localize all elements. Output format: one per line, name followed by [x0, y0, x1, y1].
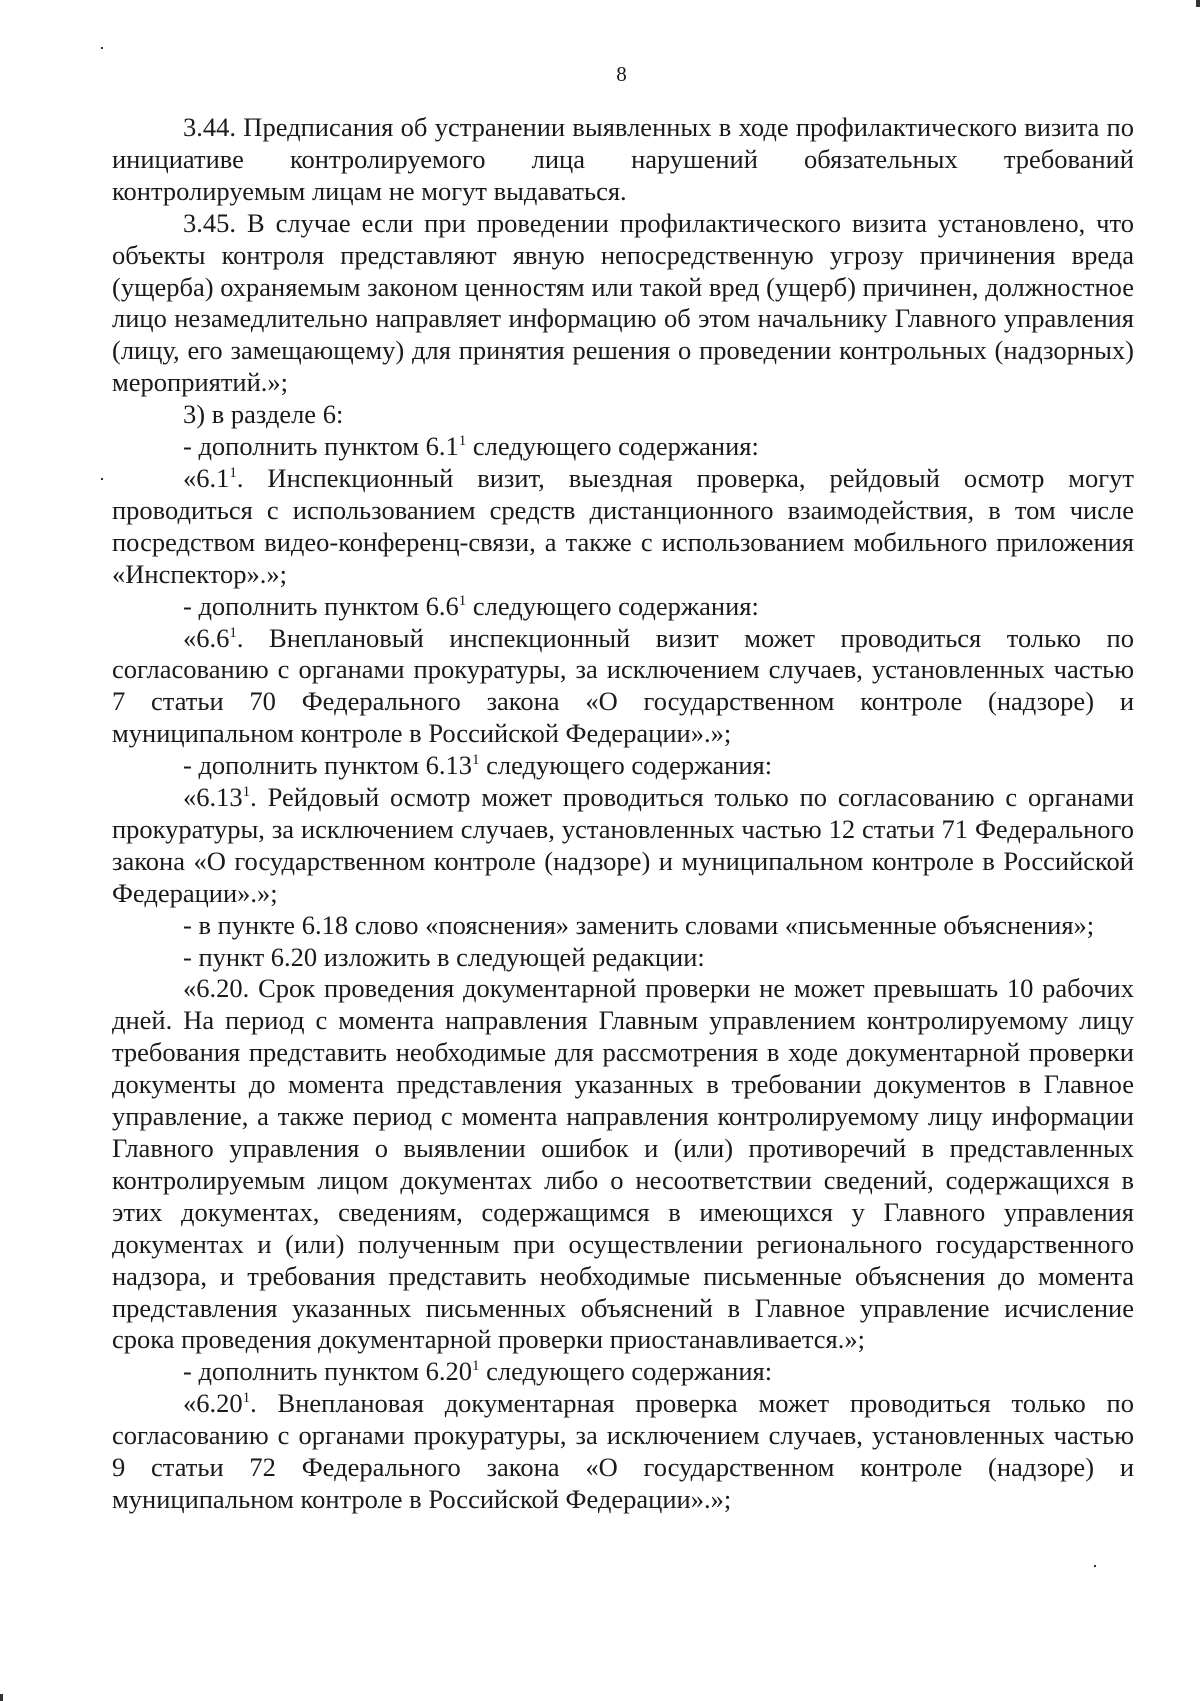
paragraph-6-13-1: «6.13$^1$. Рейдовый осмотр может проводиться только по согласованию с органами прокуратуры, за исключением случаев, установленных частью 12 статьи 71 Федерального закона «О государственном контроле (надзоре) и муниципальном контроле в Российской Федерации».»;	[112, 782, 1134, 908]
paragraph-6-20-intro: - пункт 6.20 изложить в следующей редакции:	[183, 941, 705, 972]
paragraph-3-45: 3.45. В случае если при проведении профилактического визита установлено, что объекты контроля представляют явную непосредственную угрозу причинения вреда (ущерба) охраняемым законом ценностям или такой вред (ущерб) причинен, должностное лицо незамедлительно направляет информацию об этом начальнику Главного управления (лицу, его замещающему) для принятия решения о проведении контрольных (надзорных) мероприятий.»;	[112, 207, 1134, 398]
paragraph-6-1-1: «$6.1^1$. Инспекционный визит, выездная проверка, рейдовый осмотр могут проводиться с использованием средств дистанционного взаимодействия, в том числе посредством видео-конференц-связи, а также с использованием мобильного приложения «Инспектор».»;	[112, 462, 1134, 589]
paragraph-add-6-13-1: - дополнить пунктом 6.13$^1$ следующего содержания:	[183, 750, 773, 781]
paragraph-6-20: «6.20. Срок проведения документарной проверки не может превышать 10 рабочих дней. На период с момента направления Главным управлением контролируемому лицу требования представить необходимые для рассмотрения в ходе документарной проверки документы до момента представления указанных в требовании документов в Главное управление, а также период с момента направления контролируемому лицу информации Главного управления о выявлении ошибок и (или) противоречий в представленных контролируемым лицом документах либо о несоответствии сведений, содержащихся в этих документах, сведениям, содержащимся в имеющихся у Главного управления документах и (или) полученным при осуществлении регионального государственного надзора, и требования представить необходимые письменные объяснения до момента представления указанных письменных объяснений в Главное управление исчисление срока проведения документарной проверки приостанавливается.»;	[112, 973, 1134, 1355]
scan-edge-mark	[1196, 0, 1200, 7]
paragraph-add-6-20-1: - дополнить пунктом 6.20$^1$ следующего содержания:	[183, 1356, 773, 1387]
page-number: 8	[616, 62, 627, 86]
paragraph-6-6-1: «$6.6^1$. Внеплановый инспекционный визит может проводиться только по согласованию с органами прокуратуры, за исключением случаев, установленных частью 7 статьи 70 Федерального закона «О государственном контроле (надзоре) и муниципальном контроле в Российской Федерации».»;	[112, 622, 1134, 749]
paragraph-6-18: - в пункте 6.18 слово «пояснения» заменить словами «письменные объяснения»;	[183, 909, 1095, 940]
scan-dot	[101, 478, 103, 480]
scan-edge-mark	[0, 1694, 3, 1701]
paragraph-add-6-6-1: - дополнить пунктом $6.6^1$ следующего содержания:	[183, 590, 759, 621]
scan-dot	[101, 47, 103, 49]
paragraph-add-6-1-1: - дополнить пунктом $6.1^1$ следующего содержания:	[183, 431, 759, 462]
scan-dot	[1094, 1565, 1096, 1567]
paragraph-3-44: 3.44. Предписания об устранении выявленных в ходе профилактического визита по инициативе контролируемого лица нарушений обязательных требований контролируемым лицам не могут выдаваться.	[112, 112, 1134, 206]
paragraph-6-20-1: «6.20$^1$. Внеплановая документарная проверка может проводиться только по согласованию с органами прокуратуры, за исключением случаев, установленных частью 9 статьи 72 Федерального закона «О государственном контроле (надзоре) и муниципальном контроле в Российской Федерации».»;	[112, 1388, 1134, 1514]
paragraph-section-6: 3) в разделе 6:	[183, 399, 344, 430]
document-body	[112, 112, 1134, 1516]
